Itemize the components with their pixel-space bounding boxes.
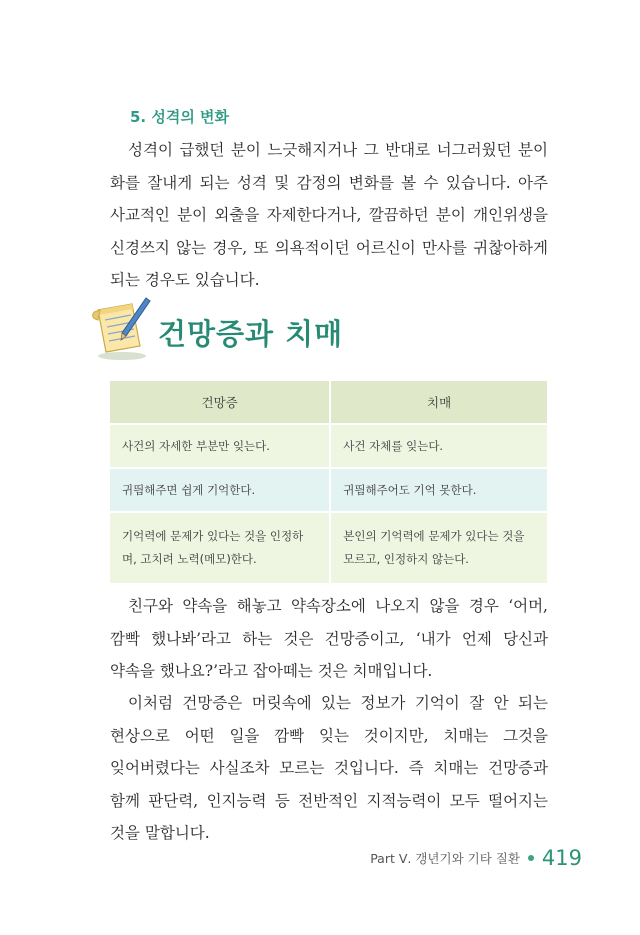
personality-change-paragraph: 성격이 급했던 분이 느긋해지거나 그 반대로 너그러웠던 분이 화를 잘내게 되는 성격 및 감정의 변화를 볼 수 있습니다. 아주 사교적인 분이 외출을 자제한다거나, 깔끔하던 분이 개인위생을 신경쓰지 않는 경우, 또 의욕적이던 어르신이 만사를 귀찮아하게 되는 경우도 있습니다. [110, 141, 548, 289]
comparison-table [110, 381, 547, 583]
table-cell: 귀띔해주면 쉽게 기억한다. [110, 468, 330, 512]
title-block [92, 296, 552, 366]
table-cell: 본인의 기억력에 문제가 있다는 것을 모르고, 인정하지 않는다. [330, 512, 547, 583]
column-header-forgetfulness: 건망증 [110, 381, 330, 424]
table-row [110, 512, 547, 583]
paper-pencil-icon [92, 296, 154, 362]
example-paragraph: 친구와 약속을 해놓고 약속장소에 나오지 않을 경우 ‘어머, 깜빡 했나봐’라고 하는 것은 건망증이고, ‘내가 언제 당신과 약속을 했나요?’라고 잡아떼는 것은 치매입니다. [110, 597, 548, 680]
page-footer [370, 846, 582, 870]
table-row [110, 424, 547, 468]
column-header-dementia: 치매 [330, 381, 547, 424]
page-title: 건망증과 치매 [158, 317, 344, 351]
table-cell: 기억력에 문제가 있다는 것을 인정하며, 고치려 노력(메모)한다. [110, 512, 330, 583]
table-row [110, 468, 547, 512]
page-number: 419 [541, 846, 582, 870]
table-cell: 귀띔해주어도 기억 못한다. [330, 468, 547, 512]
footer-dot-icon [528, 855, 534, 861]
explanation-paragraph: 이처럼 건망증은 머릿속에 있는 정보가 기억이 잘 안 되는 현상으로 어떤 일을 깜빡 잊는 것이지만, 치매는 그것을 잊어버렸다는 사실조차 모르는 것입니다. 즉 치매는 건망증과 함께 판단력, 인지능력 등 전반적인 지적능력이 모두 떨어지는 것을 말합니다. [110, 694, 548, 842]
section-heading: 5. 성격의 변화 [130, 108, 230, 126]
table-header-row [110, 381, 547, 424]
table-cell: 사건 자체를 잊는다. [330, 424, 547, 468]
footer-chapter-label: Part Ⅴ. 갱년기와 기타 질환 [370, 851, 520, 866]
table-cell: 사건의 자세한 부분만 잊는다. [110, 424, 330, 468]
